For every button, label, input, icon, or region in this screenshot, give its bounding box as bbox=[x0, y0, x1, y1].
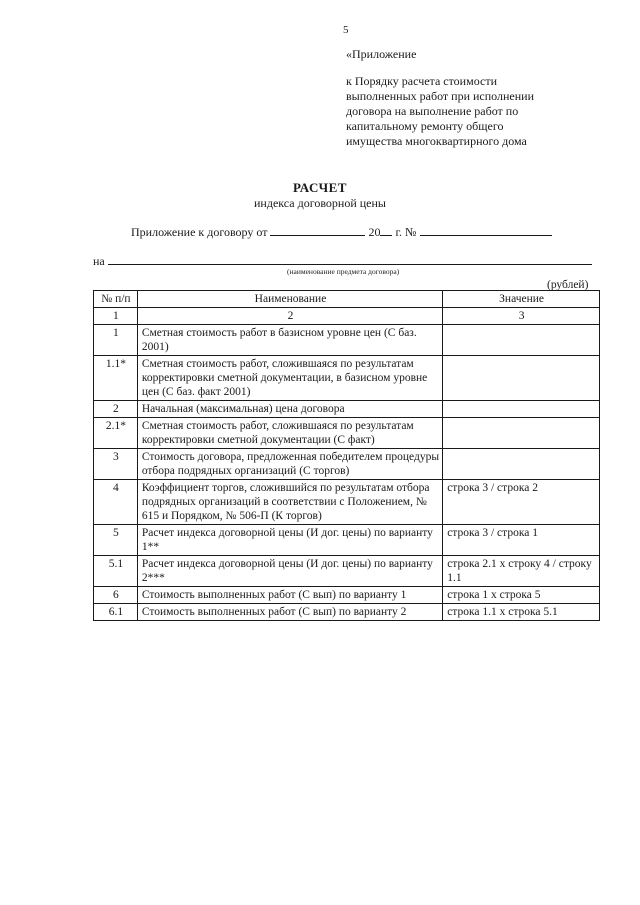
contract-year-blank bbox=[380, 224, 392, 236]
document-subtitle: индекса договорной цены bbox=[254, 196, 386, 210]
row-name: Расчет индекса договорной цены (И дог. цены) по варианту 2*** bbox=[137, 556, 442, 587]
row-name: Сметная стоимость работ в базисном уровне цен (С баз. 2001) bbox=[137, 325, 442, 356]
calculation-table bbox=[93, 290, 600, 621]
row-value: строка 1 x строка 5 bbox=[443, 587, 600, 604]
index-cell: 3 bbox=[443, 308, 600, 325]
row-name: Коэффициент торгов, сложившийся по результатам отбора подрядных организаций в соответствии с Положением, № 615 и Порядком, № 506-П (К торгов) bbox=[137, 480, 442, 525]
row-value: строка 3 / строка 2 bbox=[443, 480, 600, 525]
subject-blank bbox=[108, 253, 592, 265]
contract-number-blank bbox=[420, 224, 552, 236]
header-num: № п/п bbox=[94, 291, 138, 308]
row-num: 1.1* bbox=[94, 356, 138, 401]
row-num: 1 bbox=[94, 325, 138, 356]
appendix-line: договора на выполнение работ по bbox=[346, 104, 519, 118]
row-name: Начальная (максимальная) цена договора bbox=[137, 401, 442, 418]
subject-prefix: на bbox=[93, 254, 105, 268]
row-value: строка 1.1 x строка 5.1 bbox=[443, 604, 600, 621]
row-num: 2 bbox=[94, 401, 138, 418]
row-value bbox=[443, 449, 600, 480]
row-value bbox=[443, 418, 600, 449]
table-row bbox=[94, 480, 600, 525]
table-row bbox=[94, 356, 600, 401]
contract-date-blank bbox=[270, 224, 365, 236]
row-value bbox=[443, 325, 600, 356]
subject-caption: (наименование предмета договора) bbox=[287, 267, 400, 276]
row-num: 3 bbox=[94, 449, 138, 480]
contract-reference-line bbox=[131, 224, 552, 240]
row-num: 2.1* bbox=[94, 418, 138, 449]
row-name: Стоимость договора, предложенная победителем процедуры отбора подрядных организаций (С торгов) bbox=[137, 449, 442, 480]
table-row bbox=[94, 401, 600, 418]
row-name: Сметная стоимость работ, сложившаяся по результатам корректировки сметной документации, в базисном уровне цен (С баз. факт 2001) bbox=[137, 356, 442, 401]
row-value: строка 3 / строка 1 bbox=[443, 525, 600, 556]
table-row bbox=[94, 449, 600, 480]
table-index-row bbox=[94, 308, 600, 325]
table-row bbox=[94, 604, 600, 621]
header-value: Значение bbox=[443, 291, 600, 308]
row-num: 5 bbox=[94, 525, 138, 556]
appendix-label: «Приложение bbox=[346, 47, 417, 61]
contract-year-prefix: 20 bbox=[368, 225, 381, 239]
units-label: (рублей) bbox=[547, 279, 589, 291]
row-name: Стоимость выполненных работ (С вып) по варианту 1 bbox=[137, 587, 442, 604]
appendix-line: капитальному ремонту общего bbox=[346, 119, 504, 133]
table-row bbox=[94, 418, 600, 449]
table-row bbox=[94, 325, 600, 356]
table-row bbox=[94, 525, 600, 556]
row-name: Сметная стоимость работ, сложившаяся по результатам корректировки сметной документации (С факт) bbox=[137, 418, 442, 449]
header-name: Наименование bbox=[137, 291, 442, 308]
page-number: 5 bbox=[343, 24, 349, 36]
row-value bbox=[443, 401, 600, 418]
contract-prefix: Приложение к договору от bbox=[131, 225, 268, 239]
appendix-line: к Порядку расчета стоимости bbox=[346, 74, 497, 88]
appendix-line: выполненных работ при исполнении bbox=[346, 89, 535, 103]
row-num: 6 bbox=[94, 587, 138, 604]
row-num: 4 bbox=[94, 480, 138, 525]
row-name: Расчет индекса договорной цены (И дог. цены) по варианту 1** bbox=[137, 525, 442, 556]
table-header-row bbox=[94, 291, 600, 308]
index-cell: 1 bbox=[94, 308, 138, 325]
appendix-block bbox=[346, 47, 606, 149]
appendix-line: имущества многоквартирного дома bbox=[346, 134, 527, 148]
table-row bbox=[94, 556, 600, 587]
document-title: РАСЧЕТ bbox=[293, 180, 347, 195]
row-num: 5.1 bbox=[94, 556, 138, 587]
contract-year-suffix: г. № bbox=[395, 225, 417, 239]
row-value: строка 2.1 x строку 4 / строку 1.1 bbox=[443, 556, 600, 587]
index-cell: 2 bbox=[137, 308, 442, 325]
row-name: Стоимость выполненных работ (С вып) по варианту 2 bbox=[137, 604, 442, 621]
table-row bbox=[94, 587, 600, 604]
row-value bbox=[443, 356, 600, 401]
row-num: 6.1 bbox=[94, 604, 138, 621]
